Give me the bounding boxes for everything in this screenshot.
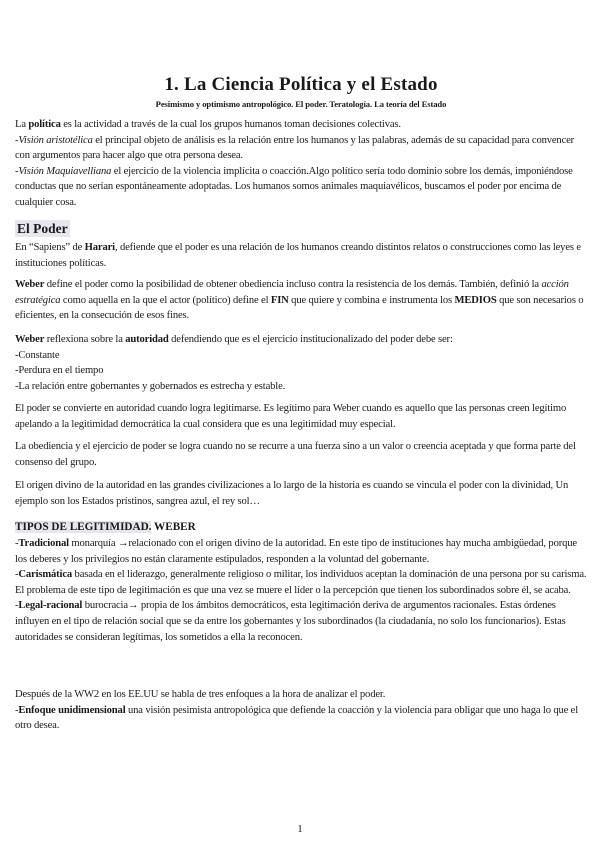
- paragraph-ww2: Después de la WW2 en los EE.UU se habla de tres enfoques a la hora de analizar el poder.: [15, 689, 386, 700]
- weber-definition-block: [15, 277, 587, 324]
- paragraph-tradicional: -Tradicional monarquía →relacionado con el origen divino de la autoridad. En este tipo de instituciones hay mucha ambigüedad, porque los deberes y los privilegios no están claramente estipulados, responden a la voluntad del gobernante.: [15, 538, 577, 565]
- paragraph-obediencia-text: La obediencia y el ejercicio de poder se logra cuando no se recurre a una fuerza sino a un valor o creencia aceptada y que forma parte del consenso del grupo.: [15, 441, 576, 468]
- paragraph-harari: En “Sapiens” de Harari, defiende que el poder es una relación de los humanos creando distintos relatos o construcciones como las leyes e instituciones políticas.: [15, 242, 581, 269]
- page-title: 1. La Ciencia Política y el Estado: [164, 74, 438, 95]
- heading-weber: WEBER: [151, 521, 196, 533]
- list-item: -La relación entre gobernantes y gobernados es estrecha y estable.: [15, 380, 286, 392]
- paragraph-legitimidad: [15, 401, 587, 432]
- paragraph-obediencia: [15, 439, 587, 470]
- heading-tipos-highlight: TIPOS DE LEGITIMIDAD.: [15, 521, 152, 533]
- list-item: -Constante: [15, 349, 60, 361]
- paragraph-origen-text: El origen divino de la autoridad en las grandes civilizaciones a lo largo de la historia es cuando se vincula el poder con la divinidad, Un ejemplo son los Estados prístinos, sangrea azul, el rey sol…: [15, 480, 569, 507]
- section-heading-tipos-legitimidad: [15, 520, 196, 535]
- paragraph-enfoque-unidimensional: -Enfoque unidimensional una visión pesimista antropológica que defiende la coacción y la violencia para obligar que uno haga lo que el otro desea.: [15, 704, 579, 732]
- paragraph-carismatica: -Carismática basada en el liderazgo, generalmente religioso o militar, los individuos aceptan la dominación de una persona por su carisma. El problema de este tipo de legitimación es que una vez se muere el líder o la percepción que tienen los subordinados sobre él, se acaba.: [15, 569, 587, 596]
- tipos-block: [15, 536, 587, 645]
- page-number: 1: [297, 823, 303, 835]
- intro-paragraph-maquiavelliana: -Visión Maquiavelliana el ejercicio de la violencia implícita o coacción.Algo político sería todo dominio sobre los demás, imponiéndose conductas que no serían espontáneamente adoptadas. Los humanos somos animales maquiavélicos, buscamos el poder por encima de cualquier cosa.: [15, 165, 573, 208]
- paragraph-legal-racional: -Legal-racional burocracia→ propia de los ámbitos democráticos, esta legitimación deriva de argumentos racionales. Estas órdenes influyen en el tipo de relación social que se da entre los gobernantes y los subordinados (la ciudadanía, no solo los funcionarios). Estas autoridades se consideran legítimas, los sometidos a ella la reconocen.: [15, 600, 566, 643]
- section-heading-poder: El Poder: [17, 221, 68, 236]
- poder-block: [15, 240, 587, 271]
- paragraph-weber-autoridad: Weber reflexiona sobre la autoridad defendiendo que es el ejercicio institucionalizado del poder debe ser:: [15, 334, 453, 345]
- paragraph-origen-divino: [15, 478, 587, 509]
- paragraph-weber-poder: Weber define el poder como la posibilidad de obtener obediencia incluso contra la resistencia de los demás. También, definió la acción estratégica como aquella en la que el actor (político) define el FIN que quiere y combina e instrumenta los MEDIOS que son necesarios o eficientes, en la consecución de esos fines.: [15, 279, 584, 322]
- intro-paragraph-politica: La política es la actividad a través de la cual los grupos humanos toman decisiones colectivas.: [15, 119, 401, 130]
- intro-paragraph-aristotelica: -Visión aristotélica el principal objeto de análisis es la relación entre los humanos y las palabras, además de su capacidad para convencer con argumentos para hacer algo que otra persona desea.: [15, 134, 575, 162]
- list-item: -Perdura en el tiempo: [15, 365, 104, 377]
- page-subtitle: Pesimismo y optimismo antropológico. El poder. Teratología. La teoría del Estado: [155, 99, 447, 109]
- paragraph-legitimidad-text: El poder se convierte en autoridad cuando logra legitimarse. Es legítimo para Weber cuando es aquello que las personas creen legítimo apelando a la legitimidad democrática la cual considera que es una legitimidad muy especial.: [15, 403, 567, 430]
- intro-block: [15, 117, 587, 211]
- enfoques-block: [15, 687, 587, 734]
- weber-autoridad-block: [15, 332, 587, 394]
